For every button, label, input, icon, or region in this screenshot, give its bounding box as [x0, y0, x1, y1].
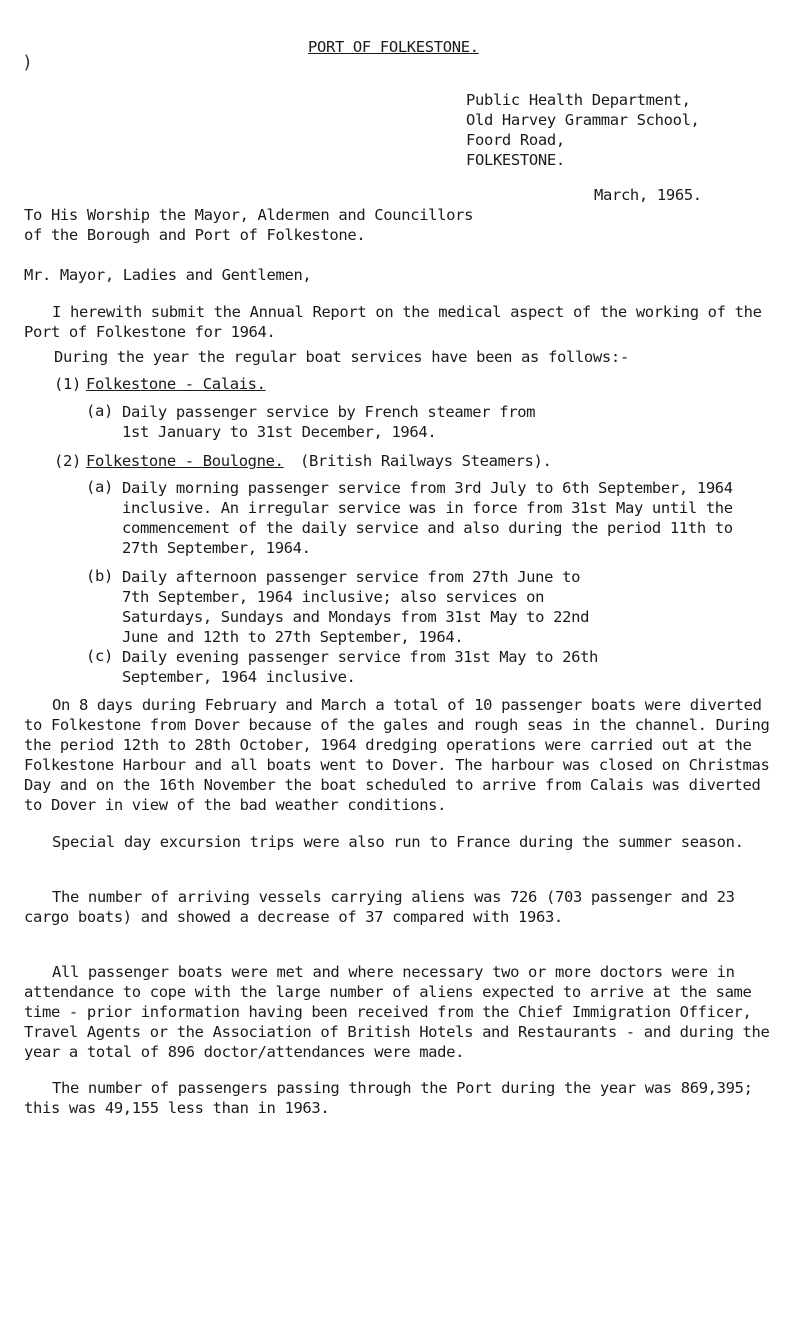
- paragraph-doctors: All passenger boats were met and where necessary two or more doctors were in attendance to cope with the large number of aliens expected to arrive at the same time - prior information having been received from the Chief Immigration Officer, Travel Agents or the Association of British Hotels and Restaurants - and during the year a total of 896 doctor/attendances were made.: [24, 963, 770, 1061]
- addressee-line-1: To His Worship the Mayor, Aldermen and Councillors: [24, 206, 474, 224]
- document-title: PORT OF FOLKESTONE.: [308, 38, 479, 56]
- paragraph-diversions: On 8 days during February and March a total of 10 passenger boats were diverted to Folkestone from Dover because of the gales and rough seas in the channel. During the period 12th to 28th October, 1964 dredging operations were carried out at the Folkestone Harbour and all boats went to Dover. The harbour was closed on Christmas Day and on the 16th November the boat scheduled to arrive from Calais was diverted to Dover in view of the bad weather conditions.: [24, 696, 770, 814]
- service-2-a-text: Daily morning passenger service from 3rd July to 6th September, 1964 inclusive. An irregular service was in force from 31st May until the commencement of the daily service and also during the period 11th to 27th September, 1964.: [122, 479, 733, 557]
- report-date: March, 1965.: [594, 186, 702, 204]
- paragraph-passengers: The number of passengers passing through the Port during the year was 869,395; this was 49,155 less than in 1963.: [24, 1079, 753, 1117]
- margin-bracket-mark: ): [22, 52, 33, 73]
- address-line-4: FOLKESTONE.: [466, 151, 565, 169]
- address-line-2: Old Harvey Grammar School,: [466, 111, 700, 129]
- service-2-heading-note: (British Railways Steamers).: [300, 452, 552, 470]
- services-intro: During the year the regular boat services have been as follows:-: [54, 348, 629, 366]
- address-line-3: Foord Road,: [466, 131, 565, 149]
- addressee-line-2: of the Borough and Port of Folkestone.: [24, 226, 366, 244]
- paragraph-aliens-vessels: The number of arriving vessels carrying aliens was 726 (703 passenger and 23 cargo boats) and showed a decrease of 37 compared with 1963.: [24, 888, 735, 926]
- service-1-a-text: Daily passenger service by French steamer from 1st January to 31st December, 1964.: [122, 403, 536, 441]
- service-1-number: (1): [54, 375, 81, 393]
- paragraph-excursions: Special day excursion trips were also run to France during the summer season.: [52, 833, 744, 851]
- greeting: Mr. Mayor, Ladies and Gentlemen,: [24, 266, 312, 284]
- intro-paragraph: I herewith submit the Annual Report on the medical aspect of the working of the Port of Folkestone for 1964.: [24, 303, 762, 341]
- service-2-number: (2): [54, 452, 81, 470]
- address-line-1: Public Health Department,: [466, 91, 691, 109]
- service-1-a-label: (a): [86, 402, 113, 420]
- service-1-heading: Folkestone - Calais.: [86, 375, 266, 393]
- service-2-a-label: (a): [86, 478, 113, 496]
- service-2-b-text: Daily afternoon passenger service from 27th June to 7th September, 1964 inclusive; also services on Saturdays, Sundays and Mondays from 31st May to 22nd June and 12th to 27th September, 1964.: [122, 568, 590, 646]
- service-2-heading: Folkestone - Boulogne.: [86, 452, 284, 470]
- service-2-b-label: (b): [86, 567, 113, 585]
- service-2-c-label: (c): [86, 647, 113, 665]
- service-2-c-text: Daily evening passenger service from 31st May to 26th September, 1964 inclusive.: [122, 648, 599, 686]
